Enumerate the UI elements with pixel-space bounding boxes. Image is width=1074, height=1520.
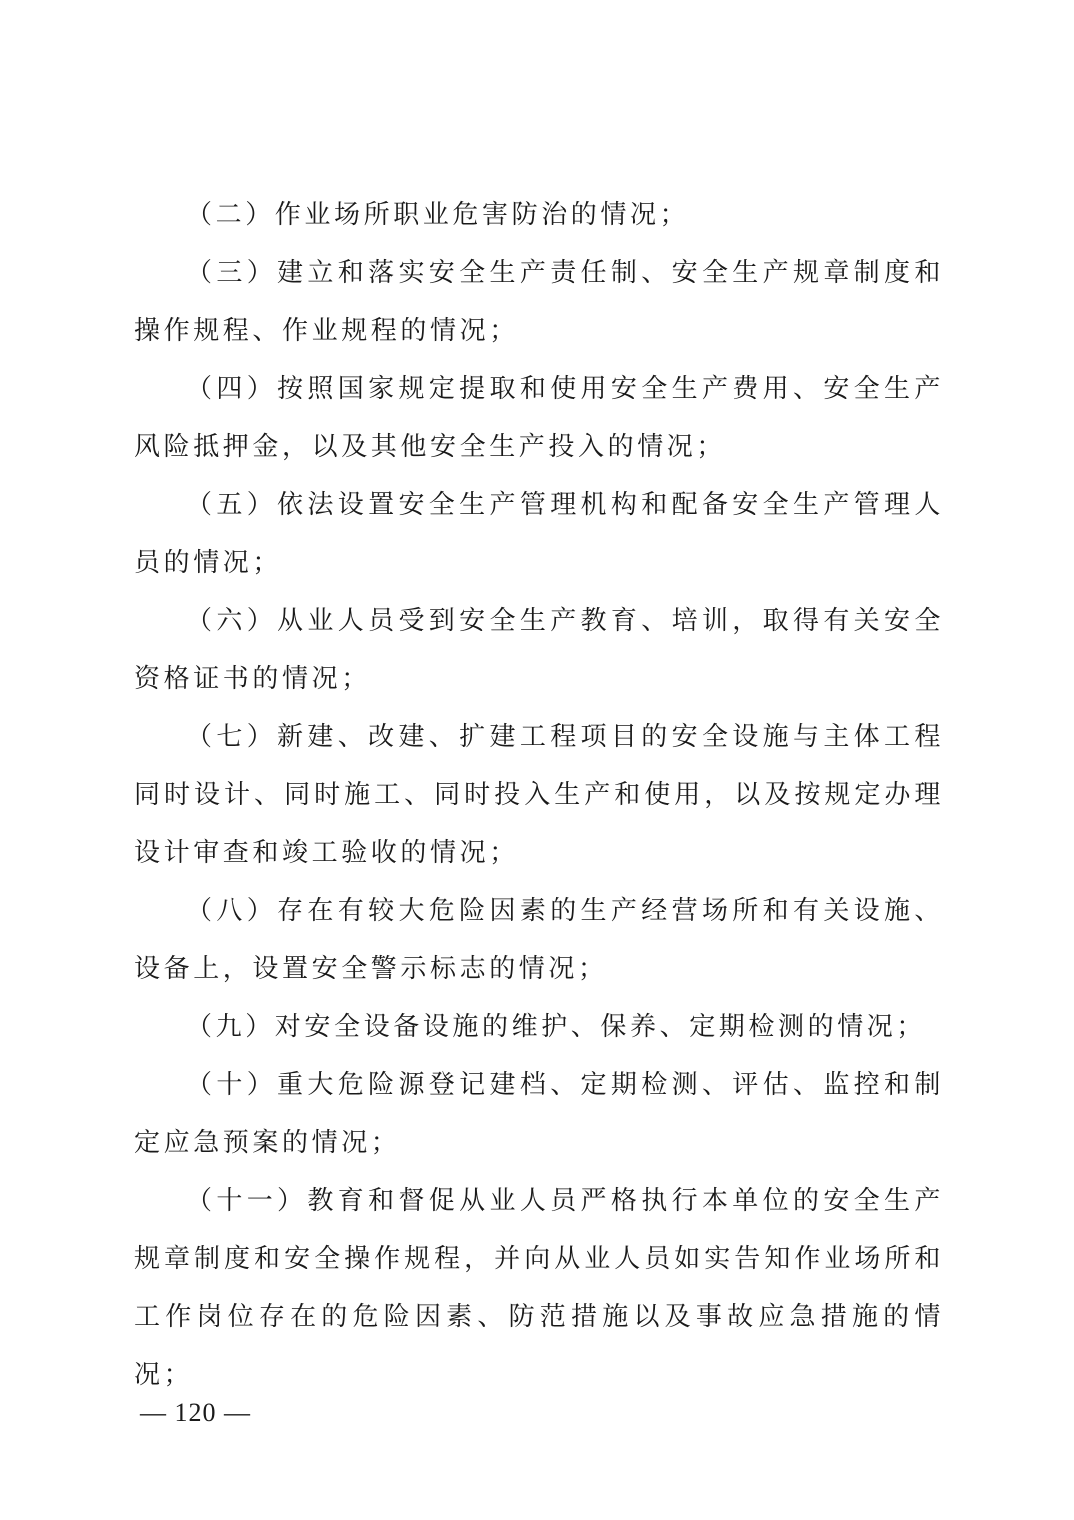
paragraph-item-4: （四）按照国家规定提取和使用安全生产费用、安全生产风险抵押金，以及其他安全生产投入的情况； <box>134 374 944 462</box>
document-body <box>134 186 944 1404</box>
paragraph-item-10: （十）重大危险源登记建档、定期检测、评估、监控和制定应急预案的情况； <box>134 1070 944 1158</box>
paragraph-item-3: （三）建立和落实安全生产责任制、安全生产规章制度和操作规程、作业规程的情况； <box>134 258 944 346</box>
paragraph-item-5: （五）依法设置安全生产管理机构和配备安全生产管理人员的情况； <box>134 490 944 578</box>
paragraph-item-9: （九）对安全设备设施的维护、保养、定期检测的情况； <box>186 1012 927 1042</box>
paragraph-item-8: （八）存在有较大危险因素的生产经营场所和有关设施、设备上，设置安全警示标志的情况； <box>134 896 944 984</box>
paragraph-item-2: （二）作业场所职业危害防治的情况； <box>186 200 690 230</box>
page-number: — 120 — <box>140 1398 251 1427</box>
paragraph-item-6: （六）从业人员受到安全生产教育、培训，取得有关安全资格证书的情况； <box>134 606 944 694</box>
paragraph-item-11: （十一）教育和督促从业人员严格执行本单位的安全生产规章制度和安全操作规程，并向从业人员如实告知作业场所和工作岗位存在的危险因素、防范措施以及事故应急措施的情况； <box>134 1186 944 1390</box>
paragraph-item-7: （七）新建、改建、扩建工程项目的安全设施与主体工程同时设计、同时施工、同时投入生产和使用，以及按规定办理设计审查和竣工验收的情况； <box>134 722 944 868</box>
